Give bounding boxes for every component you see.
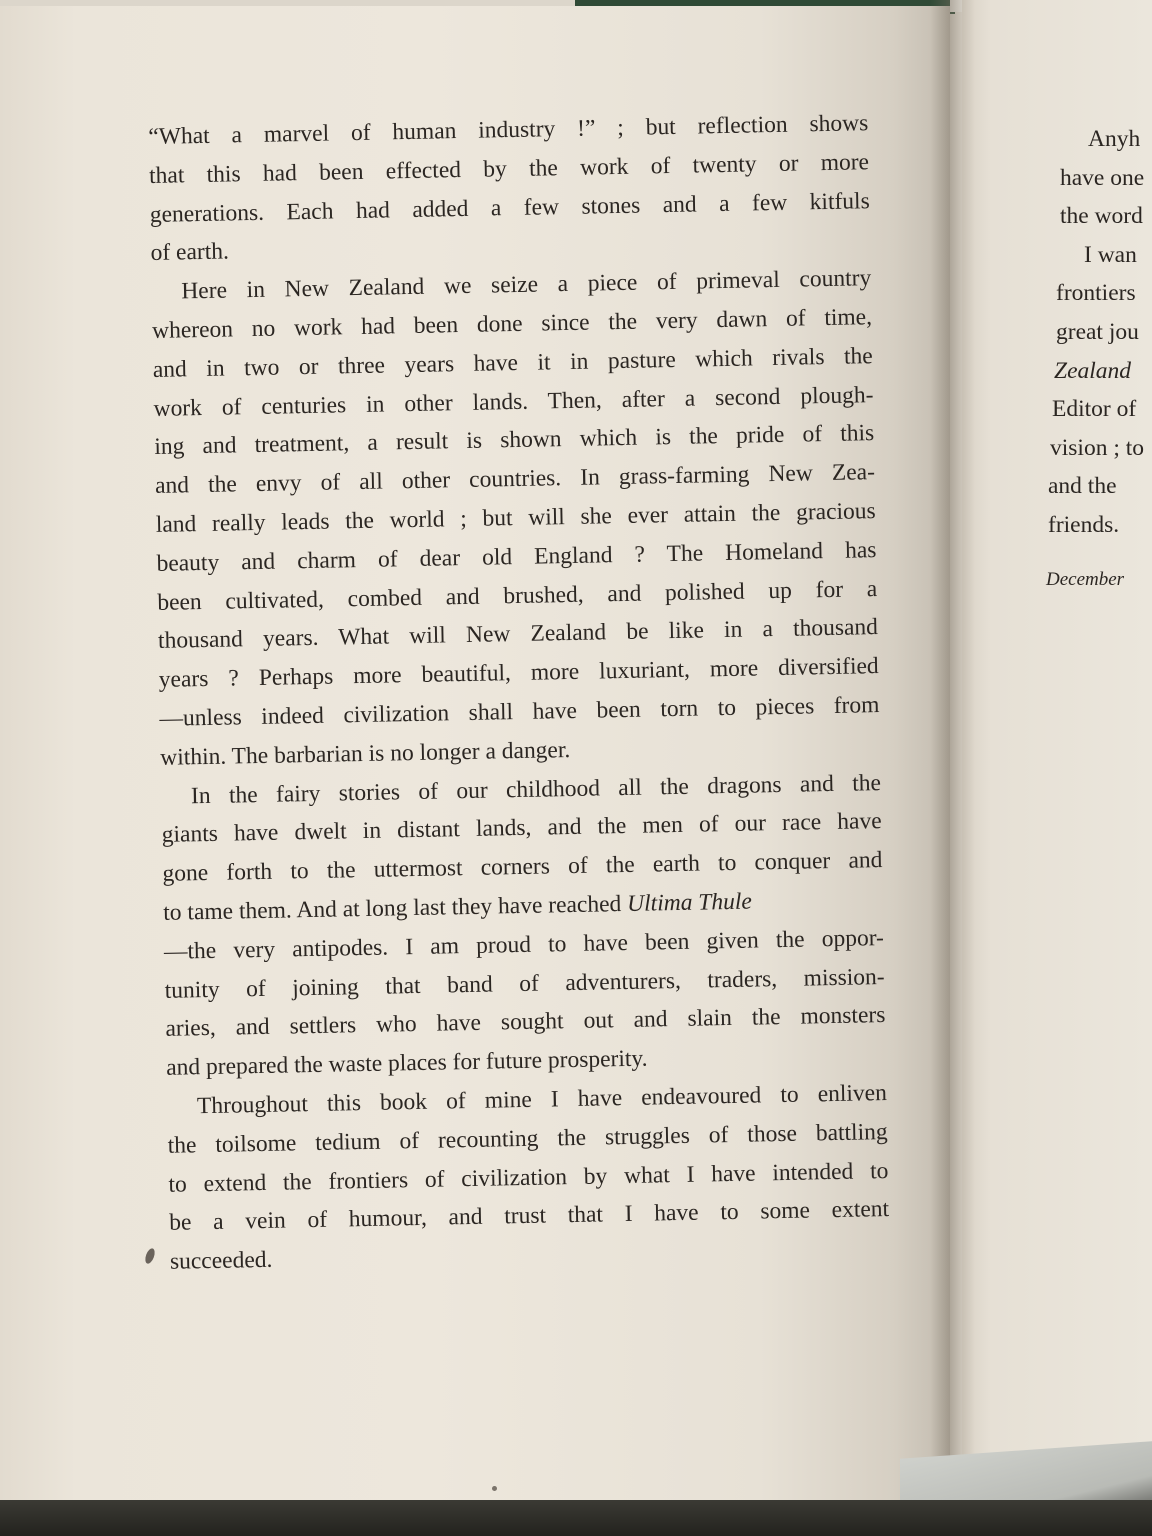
text-line: aries, and settlers who have sought out and slain the monsters: [165, 1002, 886, 1043]
date-line: December: [1046, 568, 1125, 590]
book-gutter: [930, 0, 975, 1536]
text-line: thousand years. What will New Zealand be like in a thousand: [157, 614, 879, 655]
text-line: friends.: [1048, 511, 1120, 538]
paragraph: [151, 259, 881, 777]
text-line-segment: to tame them. And at long last they have reached: [163, 890, 628, 926]
paragraph: [148, 104, 871, 273]
text-line: beauty and charm of dear old England ? The Homeland has: [156, 536, 877, 577]
text-line: and the envy of all other countries. In grass-farming New Zea-: [154, 459, 876, 500]
text-line: generations. Each had added a few stones and a few kitfuls: [149, 187, 870, 228]
paragraph: [161, 764, 887, 1088]
text-line: vision ; to: [1050, 434, 1145, 461]
text-line: great jou: [1056, 318, 1139, 345]
text-line: tunity of joining that band of adventurers, traders, mission-: [164, 963, 885, 1004]
text-line: and prepared the waste places for future prosperity.: [165, 1045, 648, 1081]
text-line: —the very antipodes. I am proud to have been given the oppor-: [163, 924, 885, 965]
text-line: Throughout this book of mine I have endeavoured to enliven: [196, 1079, 888, 1120]
book-bottom-edge: [0, 1500, 1152, 1536]
text-line: —unless indeed civilization shall have been torn to pieces from: [159, 692, 880, 732]
text-line: and the: [1048, 473, 1117, 500]
text-line: Zealand: [1054, 357, 1132, 384]
text-line: Anyh: [1088, 126, 1141, 152]
text-line: the toilsome tedium of recounting the struggles of those battling: [167, 1118, 888, 1159]
text-line: to extend the frontiers of civilization by what I have intended to: [168, 1157, 889, 1198]
text-line: land really leads the world ; but will she ever attain the gracious: [155, 498, 876, 538]
text-line: Here in New Zealand we seize a piece of primeval country: [181, 265, 872, 305]
text-line: Editor of: [1052, 396, 1137, 423]
text-line: be a vein of humour, and trust that I have to some extent: [168, 1196, 890, 1237]
text-line: have one: [1060, 164, 1145, 191]
right-page-text: [1048, 120, 1152, 599]
text-line: of earth.: [150, 238, 230, 267]
text-line: years ? Perhaps more beautiful, more luxuriant, more diversified: [158, 653, 879, 694]
left-page-text: [148, 104, 890, 1282]
text-line: “What a marvel of human industry !” ; but reflection shows: [148, 110, 869, 150]
text-line: the word: [1060, 203, 1143, 230]
text-line: ing and treatment, a result is shown which is the pride of this: [154, 420, 875, 461]
italic-phrase: Ultima Thule: [626, 888, 753, 917]
text-line: been cultivated, combed and brushed, and polished up for a: [157, 575, 878, 616]
text-line: I wan: [1084, 241, 1137, 268]
text-line: In the fairy stories of our childhood all the dragons and the: [190, 769, 882, 809]
text-line: and in two or three years have it in pasture which rivals the: [152, 342, 873, 383]
page-speck: [492, 1486, 497, 1491]
text-line: giants have dwelt in distant lands, and the men of our race have: [161, 808, 882, 849]
text-line: whereon no work had been done since the very dawn of time,: [151, 304, 873, 344]
text-line: that this had been effected by the work of twenty or more: [148, 148, 870, 189]
paragraph: [167, 1074, 891, 1282]
text-line: succeeded.: [169, 1246, 273, 1275]
text-line: work of centuries in other lands. Then, after a second plough-: [153, 381, 874, 422]
text-line: frontiers: [1056, 280, 1136, 307]
text-line: gone forth to the uttermost corners of the earth to conquer and: [162, 847, 883, 887]
text-line: within. The barbarian is no longer a danger.: [160, 736, 571, 771]
